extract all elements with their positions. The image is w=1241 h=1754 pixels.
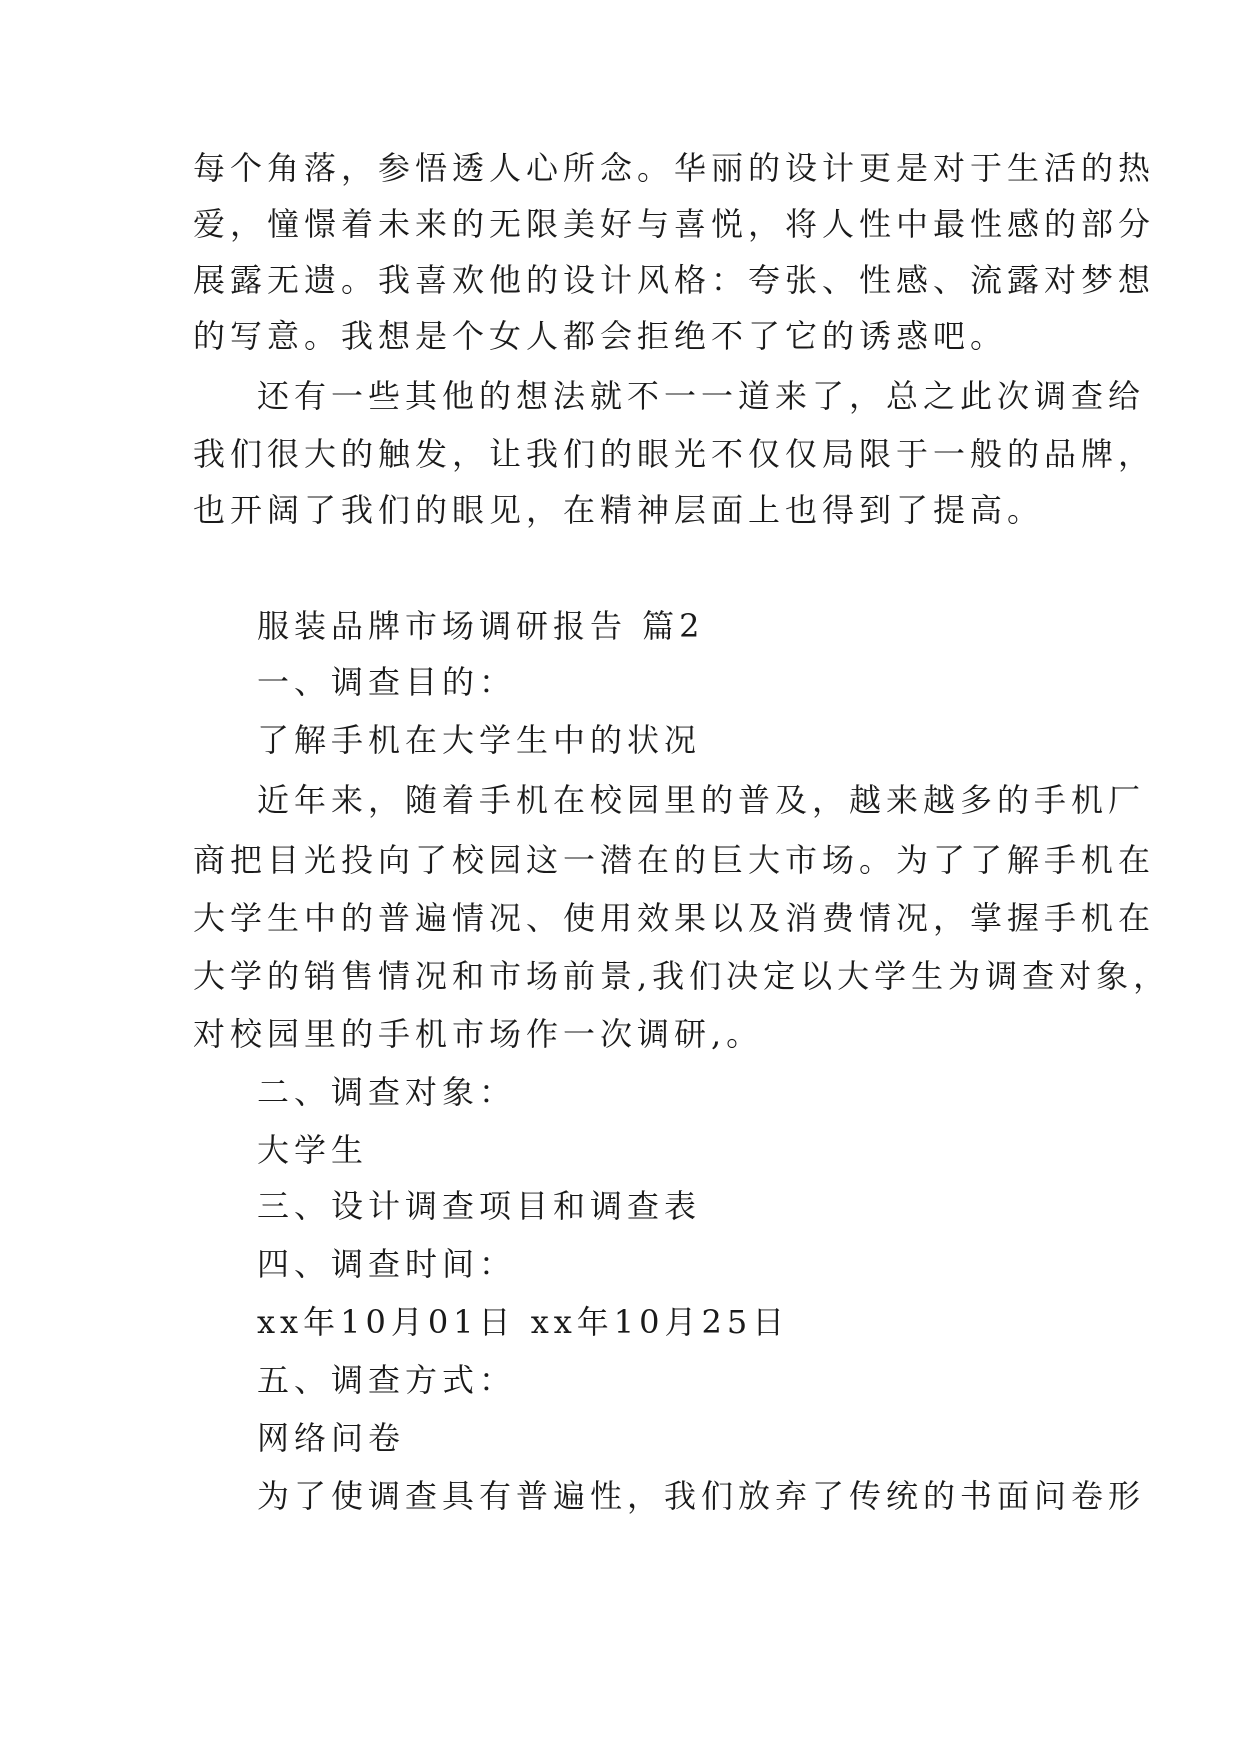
- paragraph-line: 还有一些其他的想法就不一一道来了，总之此次调查给: [257, 377, 1146, 415]
- paragraph-line: 也开阔了我们的眼见，在精神层面上也得到了提高。: [193, 491, 1045, 529]
- subheading-line: 五、调查方式：: [257, 1361, 517, 1399]
- paragraph-line: 网络问卷: [257, 1419, 406, 1457]
- paragraph-line: 近年来，随着手机在校园里的普及，越来越多的手机厂: [257, 781, 1146, 819]
- paragraph-line: xx年10月01日 xx年10月25日: [257, 1303, 790, 1341]
- paragraph-line: 的写意。我想是个女人都会拒绝不了它的诱惑吧。: [193, 317, 1008, 355]
- paragraph-line: 爱，憧憬着未来的无限美好与喜悦，将人性中最性感的部分: [193, 205, 1156, 243]
- paragraph-line: 了解手机在大学生中的状况: [257, 721, 702, 759]
- subheading-line: 二、调查对象：: [257, 1073, 517, 1111]
- section-heading: 服装品牌市场调研报告 篇2: [257, 607, 705, 645]
- subheading-line: 一、调查目的：: [257, 663, 517, 701]
- paragraph-line: 大学的销售情况和市场前景,我们决定以大学生为调查对象，: [193, 957, 1171, 995]
- paragraph-line: 商把目光投向了校园这一潜在的巨大市场。为了了解手机在: [193, 841, 1156, 879]
- paragraph-line: 展露无遗。我喜欢他的设计风格：夸张、性感、流露对梦想: [193, 261, 1156, 299]
- paragraph-line: 大学生: [257, 1131, 369, 1169]
- subheading-line: 三、设计调查项目和调查表: [257, 1187, 702, 1225]
- paragraph-line: 大学生中的普遍情况、使用效果以及消费情况，掌握手机在: [193, 899, 1156, 937]
- paragraph-line: 对校园里的手机市场作一次调研,。: [193, 1015, 764, 1053]
- subheading-line: 四、调查时间：: [257, 1245, 517, 1283]
- paragraph-line: 我们很大的触发，让我们的眼光不仅仅局限于一般的品牌，: [193, 435, 1156, 473]
- paragraph-line: 为了使调查具有普遍性，我们放弃了传统的书面问卷形: [257, 1477, 1146, 1515]
- paragraph-line: 每个角落，参悟透人心所念。华丽的设计更是对于生活的热: [193, 149, 1156, 187]
